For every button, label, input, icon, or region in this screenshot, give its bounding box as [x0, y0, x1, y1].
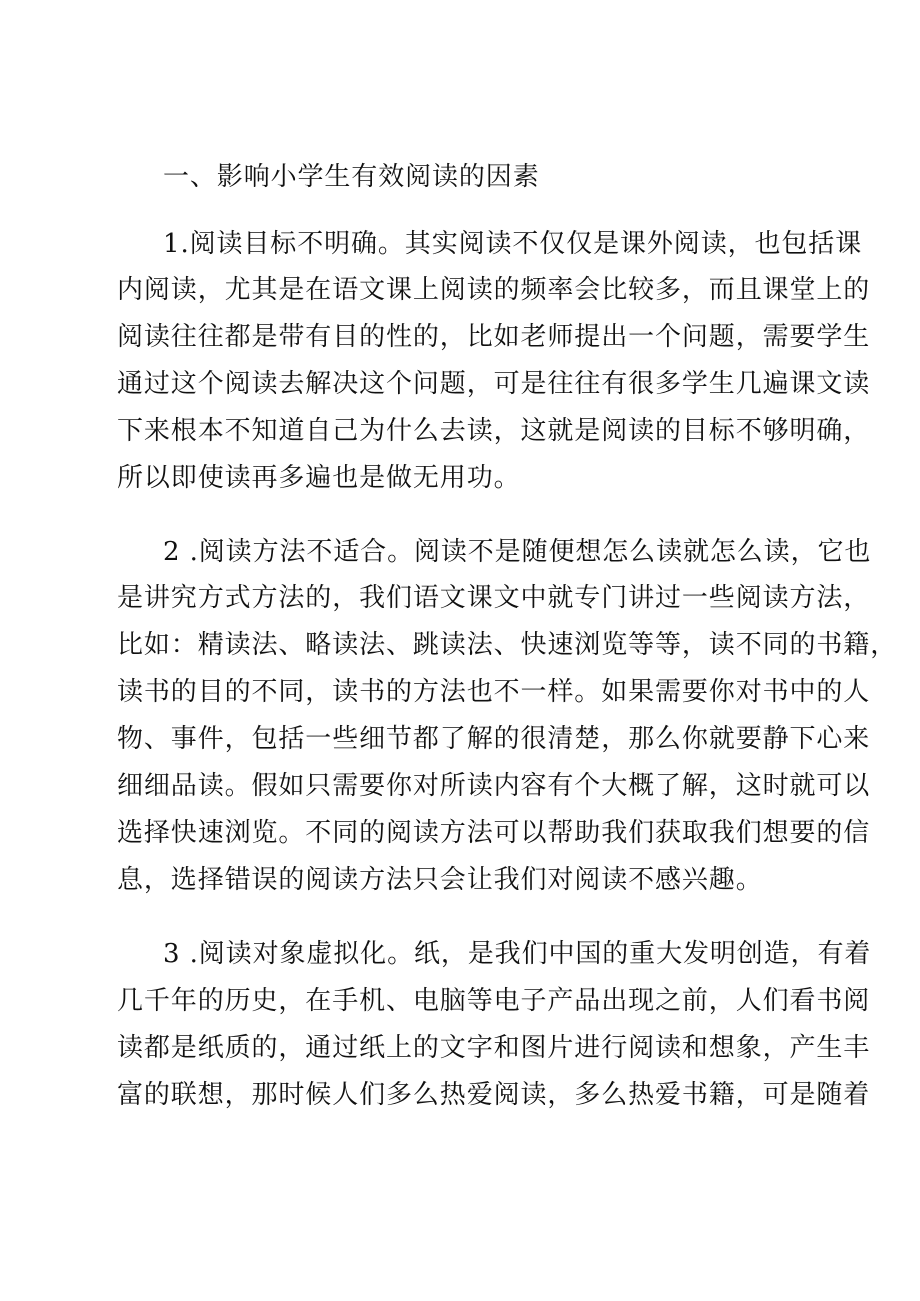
paragraph-line: 所以即使读再多遍也是做无用功。: [117, 463, 521, 493]
section-heading: 一、影响小学生有效阅读的因素: [163, 162, 540, 192]
paragraph-line: 2 .阅读方法不适合。阅读不是随便想怎么读就怎么读，它也: [163, 537, 872, 567]
paragraph-line: 细细品读。假如只需要你对所读内容有个大概了解，这时就可以: [117, 771, 871, 801]
paragraph-line: 息，选择错误的阅读方法只会让我们对阅读不感兴趣。: [117, 865, 763, 895]
paragraph-line: 读书的目的不同，读书的方法也不一样。如果需要你对书中的人: [117, 677, 871, 707]
paragraph-line: 通过这个阅读去解决这个问题，可是往往有很多学生几遍课文读: [117, 369, 871, 399]
paragraph-line: 读都是纸质的，通过纸上的文字和图片进行阅读和想象，产生丰: [117, 1033, 871, 1063]
paragraph-line: 比如：精读法、略读法、跳读法、快速浏览等等，读不同的书籍，: [117, 630, 898, 660]
paragraph-line: 物、事件，包括一些细节都了解的很清楚，那么你就要静下心来: [117, 724, 871, 754]
paragraph-line: 下来根本不知道自己为什么去读，这就是阅读的目标不够明确，: [117, 416, 871, 446]
paragraph-line: 几千年的历史，在手机、电脑等电子产品出现之前，人们看书阅: [117, 986, 871, 1016]
paragraph-line: 阅读往往都是带有目的性的，比如老师提出一个问题，需要学生: [117, 322, 871, 352]
paragraph-line: 选择快速浏览。不同的阅读方法可以帮助我们获取我们想要的信: [117, 818, 871, 848]
paragraph-line: 1.阅读目标不明确。其实阅读不仅仅是课外阅读，也包括课: [163, 229, 863, 259]
paragraph-line: 富的联想，那时候人们多么热爱阅读，多么热爱书籍，可是随着: [117, 1080, 871, 1110]
paragraph-line: 是讲究方式方法的，我们语文课文中就专门讲过一些阅读方法，: [117, 583, 871, 613]
paragraph-line: 3 .阅读对象虚拟化。纸，是我们中国的重大发明创造，有着: [163, 939, 872, 969]
paragraph-line: 内阅读，尤其是在语文课上阅读的频率会比较多，而且课堂上的: [117, 275, 871, 305]
